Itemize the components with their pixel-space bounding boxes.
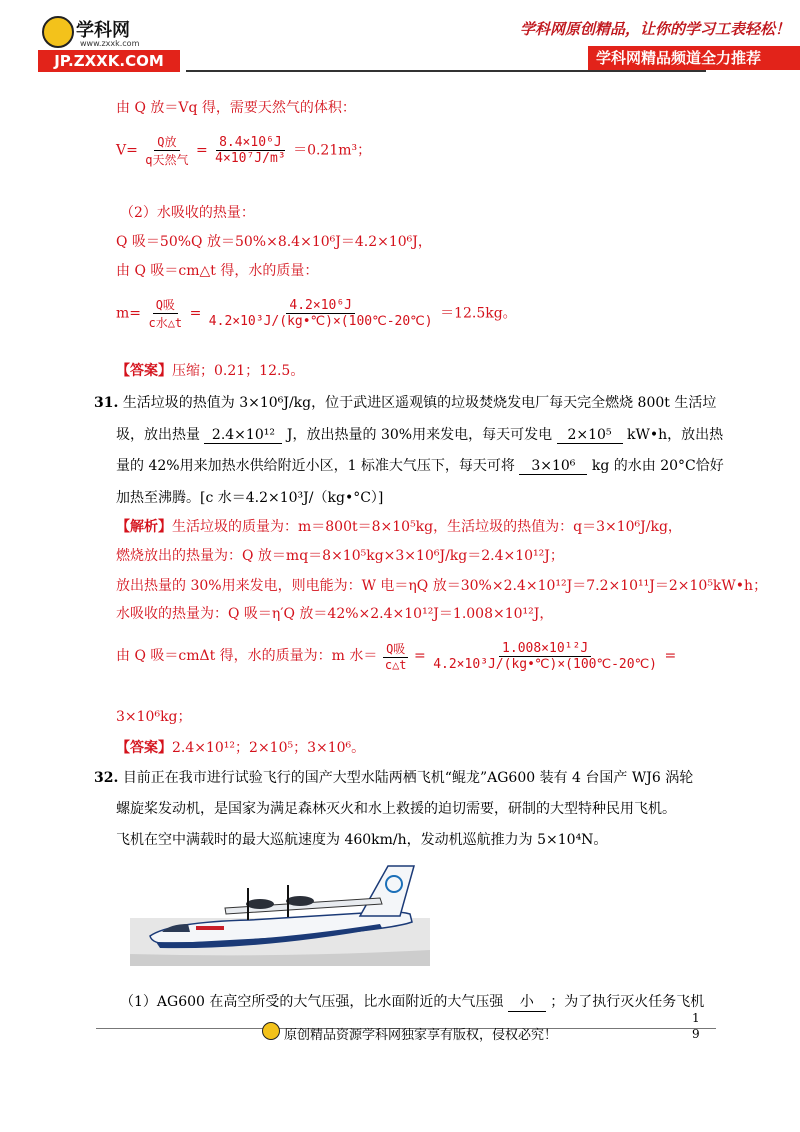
q31-blank-3: 3×10⁶: [519, 458, 587, 475]
q32-line-3: 飞机在空中满载时的最大巡航速度为 460km/h，发动机巡航推力为 5×10⁴N。: [116, 832, 608, 848]
q31-line-4: 加热至沸腾。[c 水＝4.2×10³J/（kg•°C）]: [116, 490, 384, 506]
logo-domain: JP.ZXXK.COM: [38, 50, 180, 72]
q31-blank-1: 2.4×10¹²: [204, 427, 282, 444]
seaplane-image: [130, 858, 430, 966]
q31-analysis-3: 放出热量的 30%用来发电，则电能为：W 电＝ηQ 放＝30%×2.4×10¹²J＝7.2×10¹¹J＝2×10⁵kW•h；: [116, 578, 768, 594]
q32-sub-1: （1）AG600 在高空所受的大气压强，比水面附近的大气压强 小 ；为了执行灭火任务飞机: [120, 991, 704, 1012]
answer-1: 【答案】压缩；0.21；12.5。: [116, 363, 305, 379]
page-number: 1 9: [692, 1011, 700, 1041]
q31-answer: 【答案】2.4×10¹²；2×10⁵；3×10⁶。: [116, 740, 366, 756]
logo-site: www.zxxk.com: [80, 39, 140, 48]
q31-analysis-2: 燃烧放出的热量为：Q 放＝mq＝8×10⁵kg×3×10⁶J/kg＝2.4×10¹²J；: [116, 548, 564, 564]
q32-line-2: 螺旋桨发动机，是国家为满足森林灭火和水上救援的迫切需要，研制的大型特种民用飞机。: [116, 801, 676, 817]
q31-analysis-4: 水吸收的热量为：Q 吸＝η′Q 放＝42%×2.4×10¹²J＝1.008×10¹²J，: [116, 606, 554, 622]
header-logo[interactable]: [38, 14, 180, 72]
q32-line-1: 32. 目前正在我市进行试验飞行的国产大型水陆两栖飞机“鲲龙”AG600 装有 4 台国产 WJ6 涡轮: [94, 770, 694, 786]
header-banner: 学科网精品频道全力推荐: [588, 46, 800, 70]
header-rule: [186, 70, 706, 72]
q32-blank-1: 小: [508, 991, 546, 1012]
mascot-icon: [42, 16, 74, 48]
line-5: 由 Q 吸＝cm△t 得，水的质量：: [116, 263, 319, 279]
line-3: （2）水吸收的热量：: [120, 205, 255, 221]
q31-analysis-1: 【解析】生活垃圾的质量为：m＝800t＝8×10⁵kg，生活垃圾的热值为：q＝3×10⁶J/kg，: [116, 519, 682, 535]
footer-mascot-icon: [262, 1022, 280, 1040]
q31-line-2: 圾，放出热量 2.4×10¹² J，放出热量的 30%用来发电，每天可发电 2×10⁵ kW•h，放出热: [116, 427, 724, 443]
q31-analysis-5-formula: 由 Q 吸＝cmΔt 得，水的质量为：m 水＝ $\frac{\text{Q吸}}{c\triangle t}$ = $\frac{\text{1.008×10¹²J}}{\text{4.2×10³J/(kg•℃)×(100℃-20℃)}}$ =: [116, 640, 677, 672]
q31-line-3: 量的 42%用来加热水供给附近小区，1 标准大气压下，每天可将 3×10⁶ kg 的水由 20°C恰好: [116, 458, 724, 474]
footer-text: 原创精品资源学科网独家享有版权，侵权必究！: [284, 1028, 558, 1043]
line-1: 由 Q 放＝Vq 得，需要天然气的体积：: [116, 100, 356, 116]
line-4: Q 吸＝50%Q 放＝50%×8.4×10⁶J＝4.2×10⁶J，: [116, 234, 432, 250]
q31-line-1: 31. 生活垃圾的热值为 3×10⁶J/kg，位于武进区遥观镇的垃圾焚烧发电厂每天完全燃烧 800t 生活垃: [94, 395, 717, 411]
logo-brand: 学科网: [76, 20, 130, 41]
line-6-formula: m= $\frac{\text{Q吸}}{\text{c水△t}}$ = $\frac{\text{4.2×10⁶J}}{\text{4.2×10³J/(kg•℃)×(100℃-20℃)}}$ ＝12.5kg。: [116, 298, 517, 330]
header-slogan: 学科网原创精品，让你的学习工表轻松！: [520, 20, 791, 38]
line-2-formula: V= $\frac{\text{Q放}}{\text{q天然气}}$ = $\frac{\text{8.4×10⁶J}}{\text{4×10⁷J/m³}}$ ＝0.21m³；: [116, 135, 372, 167]
q31-analysis-6: 3×10⁶kg；: [116, 709, 192, 725]
q31-blank-2: 2×10⁵: [557, 427, 623, 444]
